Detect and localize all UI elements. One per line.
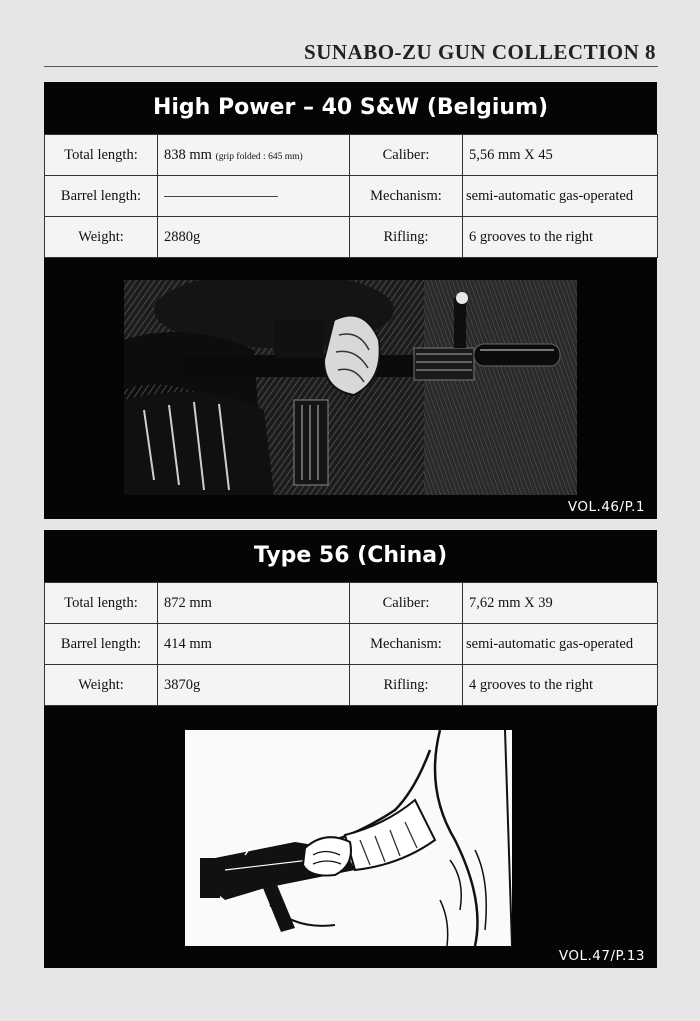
rifle-illustration-svg xyxy=(124,280,577,495)
spec-table xyxy=(44,134,658,258)
weight-value: 2880g xyxy=(158,217,350,258)
gun-card-high-power xyxy=(44,82,657,519)
caliber-value: 5,56 mm X 45 xyxy=(463,135,658,176)
mechanism-value: semi-automatic gas-operated xyxy=(463,176,658,217)
total-length-note: (grip folded : 645 mm) xyxy=(215,151,303,162)
table-row xyxy=(45,217,658,258)
table-row xyxy=(45,624,658,665)
table-row xyxy=(45,583,658,624)
rifle-illustration xyxy=(185,730,512,946)
barrel-length-value xyxy=(158,176,350,217)
header-rule xyxy=(44,66,658,67)
rifling-label: Rifling: xyxy=(350,665,463,706)
rifling-label: Rifling: xyxy=(350,217,463,258)
rifling-value: 6 grooves to the right xyxy=(463,217,658,258)
rifling-value: 4 grooves to the right xyxy=(463,665,658,706)
total-length-value xyxy=(158,135,350,176)
weight-value: 3870g xyxy=(158,665,350,706)
caliber-label: Caliber: xyxy=(350,135,463,176)
source-reference: VOL.47/P.13 xyxy=(558,948,645,964)
total-length-value: 872 mm xyxy=(158,583,350,624)
total-length-label: Total length: xyxy=(45,583,158,624)
weight-label: Weight: xyxy=(45,665,158,706)
source-reference: VOL.46/P.1 xyxy=(567,499,645,515)
mechanism-label: Mechanism: xyxy=(350,176,463,217)
table-row xyxy=(45,135,658,176)
gun-card-type-56 xyxy=(44,530,657,968)
gun-title: High Power – 40 S&W (Belgium) xyxy=(152,95,549,120)
gun-title: Type 56 (China) xyxy=(253,543,448,568)
barrel-length-label: Barrel length: xyxy=(45,624,158,665)
caliber-value: 7,62 mm X 39 xyxy=(463,583,658,624)
page-header: SUNABO-ZU GUN COLLECTION 8 xyxy=(304,40,656,64)
weight-label: Weight: xyxy=(45,217,158,258)
total-length-number: 838 mm xyxy=(164,146,212,163)
table-row xyxy=(45,665,658,706)
rifle-illustration-svg xyxy=(185,730,512,946)
mechanism-label: Mechanism: xyxy=(350,624,463,665)
barrel-length-value: 414 mm xyxy=(158,624,350,665)
barrel-length-label: Barrel length: xyxy=(45,176,158,217)
spec-table xyxy=(44,582,658,706)
table-row xyxy=(45,176,658,217)
empty-value-dash xyxy=(164,196,278,197)
mechanism-value: semi-automatic gas-operated xyxy=(463,624,658,665)
rifle-illustration xyxy=(124,280,577,495)
total-length-label: Total length: xyxy=(45,135,158,176)
caliber-label: Caliber: xyxy=(350,583,463,624)
